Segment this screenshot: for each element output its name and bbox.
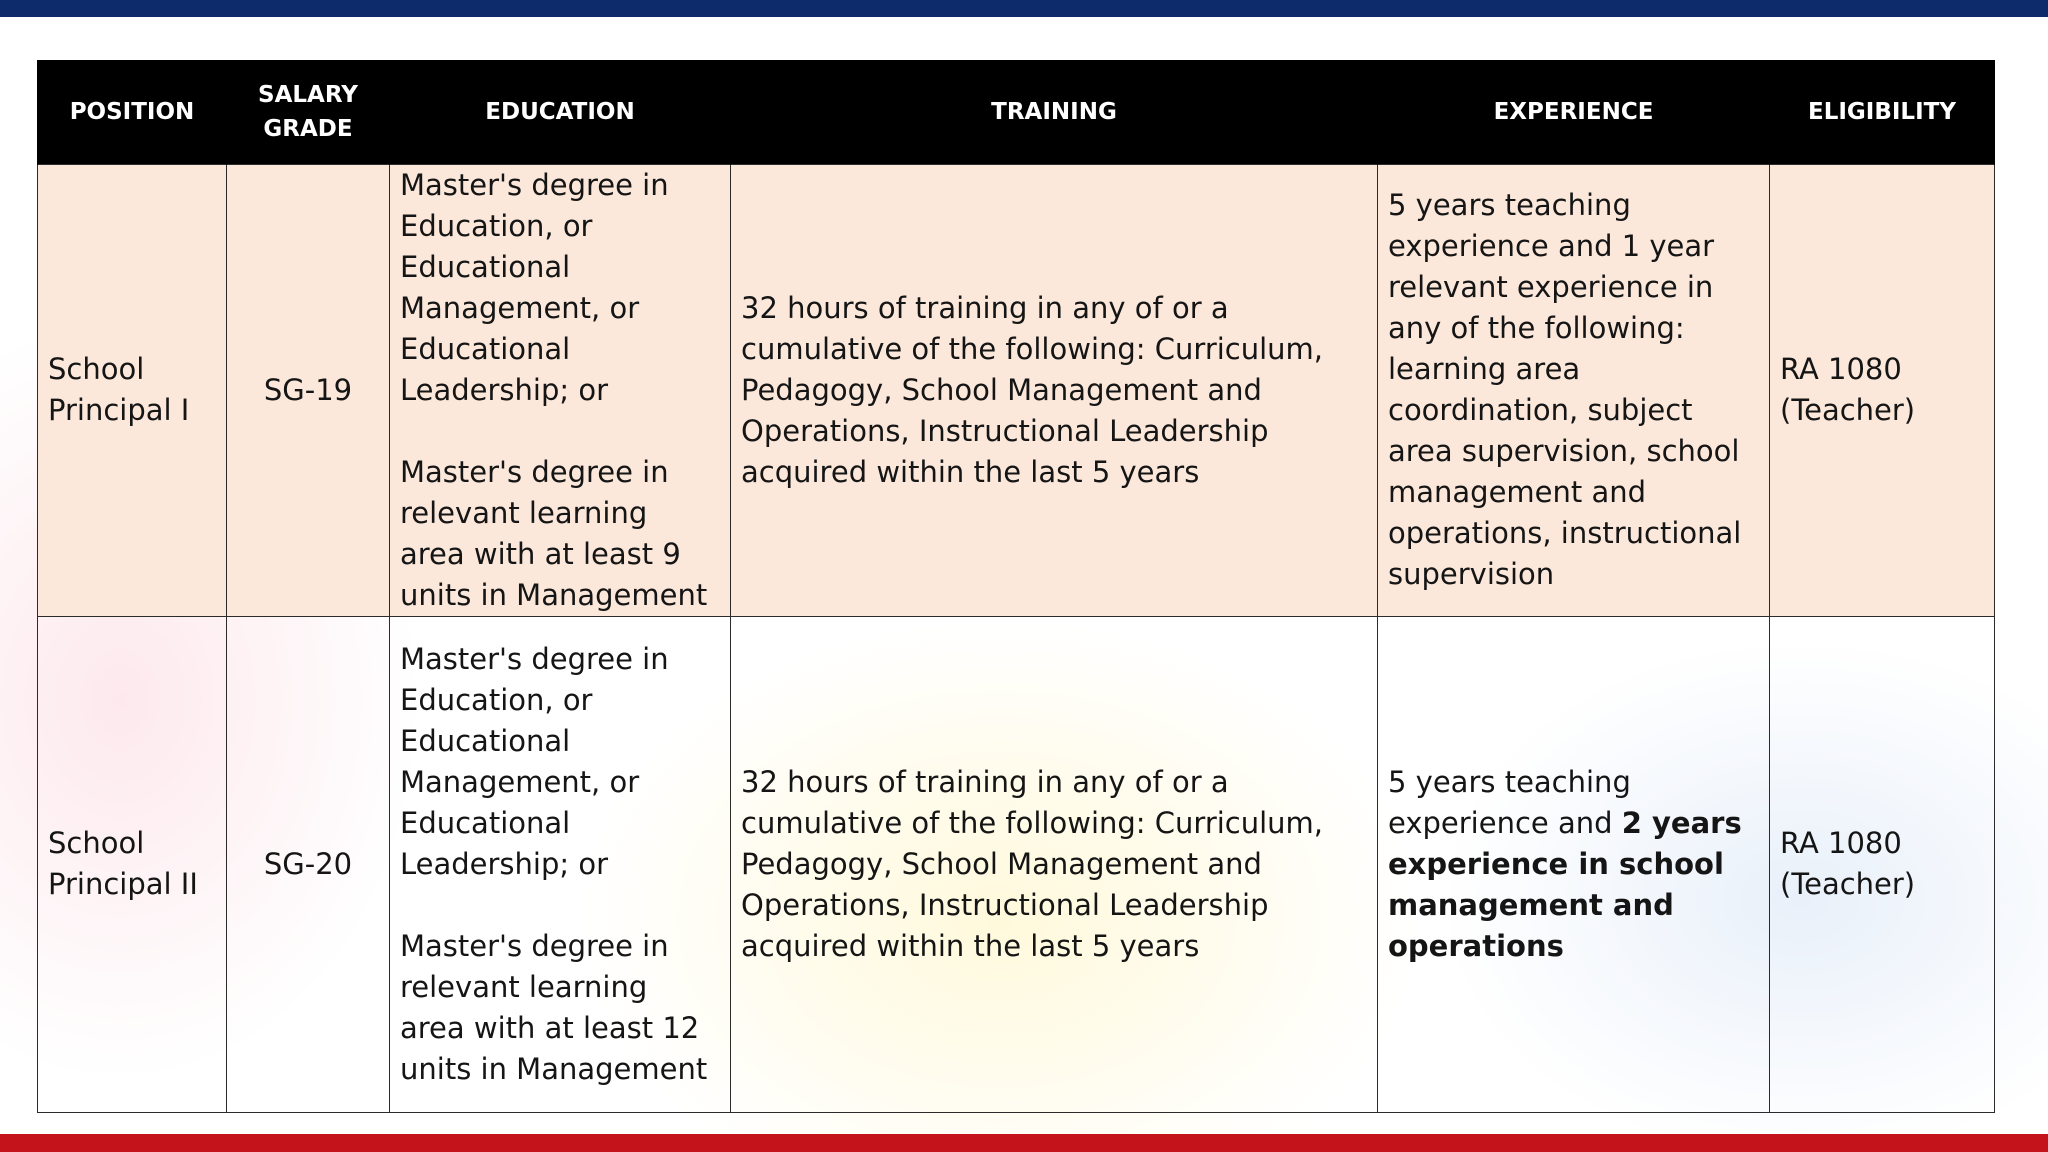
header-experience: EXPERIENCE (1378, 60, 1770, 164)
education-option-1: Master's degree in Education, or Educational Management, or Educational Leadership; or (400, 167, 669, 407)
education-option-1: Master's degree in Education, or Educational Management, or Educational Leadership; or (400, 641, 669, 881)
header-education: EDUCATION (390, 60, 731, 164)
cell-experience (1378, 616, 1770, 1112)
header-salary-grade: SALARY GRADE (227, 60, 390, 164)
cell-training: 32 hours of training in any of or a cumulative of the following: Curriculum, Pedagogy, School Management and Operations, Instructional Leadership acquired within the last 5 years (731, 616, 1378, 1112)
cell-education (390, 616, 731, 1112)
cell-training: 32 hours of training in any of or a cumulative of the following: Curriculum, Pedagogy, School Management and Operations, Instructional Leadership acquired within the last 5 years (731, 164, 1378, 616)
paragraph-gap (400, 885, 720, 926)
top-accent-bar (0, 0, 2048, 17)
paragraph-gap (400, 411, 720, 452)
header-eligibility: ELIGIBILITY (1770, 60, 1995, 164)
cell-eligibility: RA 1080 (Teacher) (1770, 616, 1995, 1112)
experience-emphasis-text: 2 years experience in school management and operations (1388, 805, 1742, 963)
table-row (38, 164, 1995, 616)
cell-salary-grade: SG-19 (227, 164, 390, 616)
header-position: POSITION (38, 60, 227, 164)
cell-position: School Principal I (38, 164, 227, 616)
cell-position: School Principal II (38, 616, 227, 1112)
bottom-accent-bar (0, 1134, 2048, 1152)
education-option-2: Master's degree in relevant learning area with at least 12 units in Management (400, 928, 708, 1086)
cell-education (390, 164, 731, 616)
table-header-row (38, 60, 1995, 164)
cell-eligibility: RA 1080 (Teacher) (1770, 164, 1995, 616)
cell-salary-grade: SG-20 (227, 616, 390, 1112)
experience-plain-text: 5 years teaching experience and (1388, 764, 1631, 840)
table-row (38, 616, 1995, 1112)
cell-experience: 5 years teaching experience and 1 year relevant experience in any of the following: learning area coordination, subject area supervision, school management and operations, instructional supervision (1378, 164, 1770, 616)
education-option-2: Master's degree in relevant learning area with at least 9 units in Management (400, 454, 708, 612)
qualification-standards-table (37, 60, 1995, 1113)
header-training: TRAINING (731, 60, 1378, 164)
